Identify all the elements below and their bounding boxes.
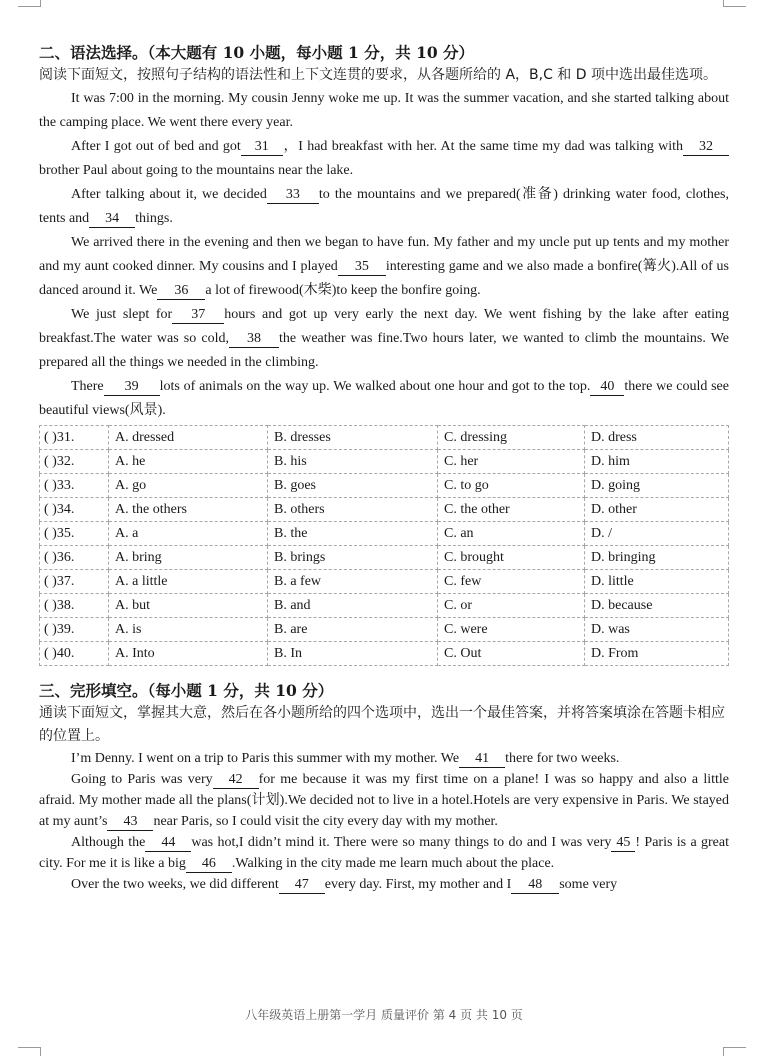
- option-row: [40, 426, 729, 450]
- option-c: C. few: [438, 570, 585, 594]
- blank-37: 37: [172, 307, 224, 324]
- question-number: ( )33.: [40, 474, 109, 498]
- option-row: [40, 546, 729, 570]
- option-b: B. and: [268, 594, 438, 618]
- option-b: B. his: [268, 450, 438, 474]
- blank-41: 41: [459, 751, 505, 768]
- option-d: D. dress: [585, 426, 729, 450]
- option-b: B. the: [268, 522, 438, 546]
- blank-44: 44: [145, 835, 191, 852]
- exam-page: [39, 42, 729, 895]
- passage-paragraph: Although the 44 was hot,I didn’t mind it. There were so many things to do and I was very 45 ! Paris is a great city. For me it is like a big 46 .Walking in the city made me learn much about the place.: [39, 835, 729, 871]
- crop-mark-top-left: [18, 0, 41, 7]
- option-b: B. goes: [268, 474, 438, 498]
- section2-instruction: 阅读下面短文，按照句子结构的语法性和上下文连贯的要求，从各题所给的 A，B,C 和 D 项中选出最佳选项。: [39, 67, 717, 83]
- option-d: D. little: [585, 570, 729, 594]
- option-a: A. a: [109, 522, 268, 546]
- option-row: [40, 618, 729, 642]
- passage-paragraph: I’m Denny. I went on a trip to Paris this summer with my mother. We 41 there for two weeks.: [71, 751, 620, 766]
- passage-paragraph: After I got out of bed and got 31 ，I had breakfast with her. At the same time my dad was talking with 32brother Paul about going to the mountains near the lake.: [39, 135, 729, 183]
- option-b: B. a few: [268, 570, 438, 594]
- option-a: A. go: [109, 474, 268, 498]
- question-number: ( )35.: [40, 522, 109, 546]
- option-d: D. /: [585, 522, 729, 546]
- option-d: D. because: [585, 594, 729, 618]
- option-d: D. was: [585, 618, 729, 642]
- option-c: C. the other: [438, 498, 585, 522]
- blank-34: 34: [89, 211, 135, 228]
- option-d: D. other: [585, 498, 729, 522]
- blank-48: 48: [511, 877, 559, 894]
- question-number: ( )32.: [40, 450, 109, 474]
- question-number: ( )39.: [40, 618, 109, 642]
- blank-32: 32: [683, 139, 729, 156]
- option-row: [40, 522, 729, 546]
- blank-39: 39: [104, 379, 160, 396]
- option-row: [40, 642, 729, 666]
- option-a: A. is: [109, 618, 268, 642]
- passage-paragraph: We just slept for 37 hours and got up very early the next day. We went fishing by the lake after eating breakfast.The water was so cold, 38 the weather was fine.Two hours later, we wanted to climb the mountains. We prepared all the things we needed in the climbing.: [39, 307, 730, 370]
- option-row: [40, 570, 729, 594]
- question-number: ( )36.: [40, 546, 109, 570]
- option-row: [40, 474, 729, 498]
- blank-33: 33: [267, 187, 319, 204]
- crop-mark-top-right: [723, 0, 746, 7]
- option-b: B. are: [268, 618, 438, 642]
- blank-36: 36: [157, 283, 205, 300]
- option-c: C. dressing: [438, 426, 585, 450]
- option-a: A. the others: [109, 498, 268, 522]
- blank-40: 40: [590, 379, 624, 396]
- blank-47: 47: [279, 877, 325, 894]
- option-d: D. bringing: [585, 546, 729, 570]
- option-b: B. brings: [268, 546, 438, 570]
- section2-heading: 二、语法选择。（本大题有 10 小题，每小题 1 分，共 10 分）: [39, 43, 475, 62]
- option-a: A. a little: [109, 570, 268, 594]
- option-b: B. dresses: [268, 426, 438, 450]
- option-row: [40, 594, 729, 618]
- blank-31: 31: [241, 139, 283, 156]
- blank-46: 46: [186, 856, 232, 873]
- passage-paragraph: There 39 lots of animals on the way up. We walked about one hour and got to the top. 40 there we could see beautiful views(风景).: [39, 379, 729, 418]
- question-number: ( )34.: [40, 498, 109, 522]
- passage-paragraph: We arrived there in the evening and then we began to have fun. My father and my uncle put up tents and my mother and my aunt cooked dinner. My cousins and I played 35 interesting game and we also made a bonfire(篝火).All of us danced around it. We 36 a lot of firewood(木柴)to keep the bonfire going.: [39, 235, 729, 298]
- option-a: A. bring: [109, 546, 268, 570]
- blank-45: 45: [611, 835, 635, 852]
- crop-mark-bottom-left: [18, 1047, 41, 1056]
- option-b: B. others: [268, 498, 438, 522]
- option-c: C. to go: [438, 474, 585, 498]
- option-d: D. him: [585, 450, 729, 474]
- blank-38: 38: [229, 331, 279, 348]
- question-number: ( )37.: [40, 570, 109, 594]
- option-a: A. Into: [109, 642, 268, 666]
- question-number: ( )40.: [40, 642, 109, 666]
- page-footer: 八年级英语上册第一学月 质量评价 第 4 页 共 10 页: [245, 1008, 523, 1022]
- option-c: C. brought: [438, 546, 585, 570]
- option-row: [40, 498, 729, 522]
- crop-mark-bottom-right: [723, 1047, 746, 1056]
- passage-paragraph: It was 7:00 in the morning. My cousin Jenny woke me up. It was the summer vacation, and she started talking about the camping place. We went there every year.: [39, 91, 729, 130]
- option-d: D. From: [585, 642, 729, 666]
- section3-instruction: 通读下面短文，掌握其大意，然后在各小题所给的四个选项中，选出一个最佳答案，并将答案填涂在答题卡相应的位置上。: [39, 705, 725, 744]
- blank-43: 43: [107, 814, 153, 831]
- passage-paragraph: Over the two weeks, we did different 47 every day. First, my mother and I 48 some very: [71, 877, 618, 892]
- option-c: C. were: [438, 618, 585, 642]
- passage-paragraph: After talking about it, we decided 33 to the mountains and we prepared(准备) drinking water food, clothes, tents and 34 things.: [39, 187, 729, 226]
- option-a: A. but: [109, 594, 268, 618]
- option-b: B. In: [268, 642, 438, 666]
- option-row: [40, 450, 729, 474]
- option-c: C. an: [438, 522, 585, 546]
- options-table: [39, 425, 729, 666]
- blank-35: 35: [338, 259, 386, 276]
- option-a: A. dressed: [109, 426, 268, 450]
- option-c: C. or: [438, 594, 585, 618]
- blank-42: 42: [213, 772, 259, 789]
- option-c: C. Out: [438, 642, 585, 666]
- question-number: ( )31.: [40, 426, 109, 450]
- section3-heading: 三、完形填空。（每小题 1 分，共 10 分）: [39, 681, 334, 700]
- option-d: D. going: [585, 474, 729, 498]
- question-number: ( )38.: [40, 594, 109, 618]
- passage-paragraph: Going to Paris was very 42 for me because it was my first time on a plane! I was so happy and also a little afraid. My mother made all the plans(计划).We decided not to live in a hotel.Hotels are very expensive in Paris. We stayed at my aunt’s 43 near Paris, so I could visit the city every day with my mother.: [39, 772, 729, 829]
- option-c: C. her: [438, 450, 585, 474]
- option-a: A. he: [109, 450, 268, 474]
